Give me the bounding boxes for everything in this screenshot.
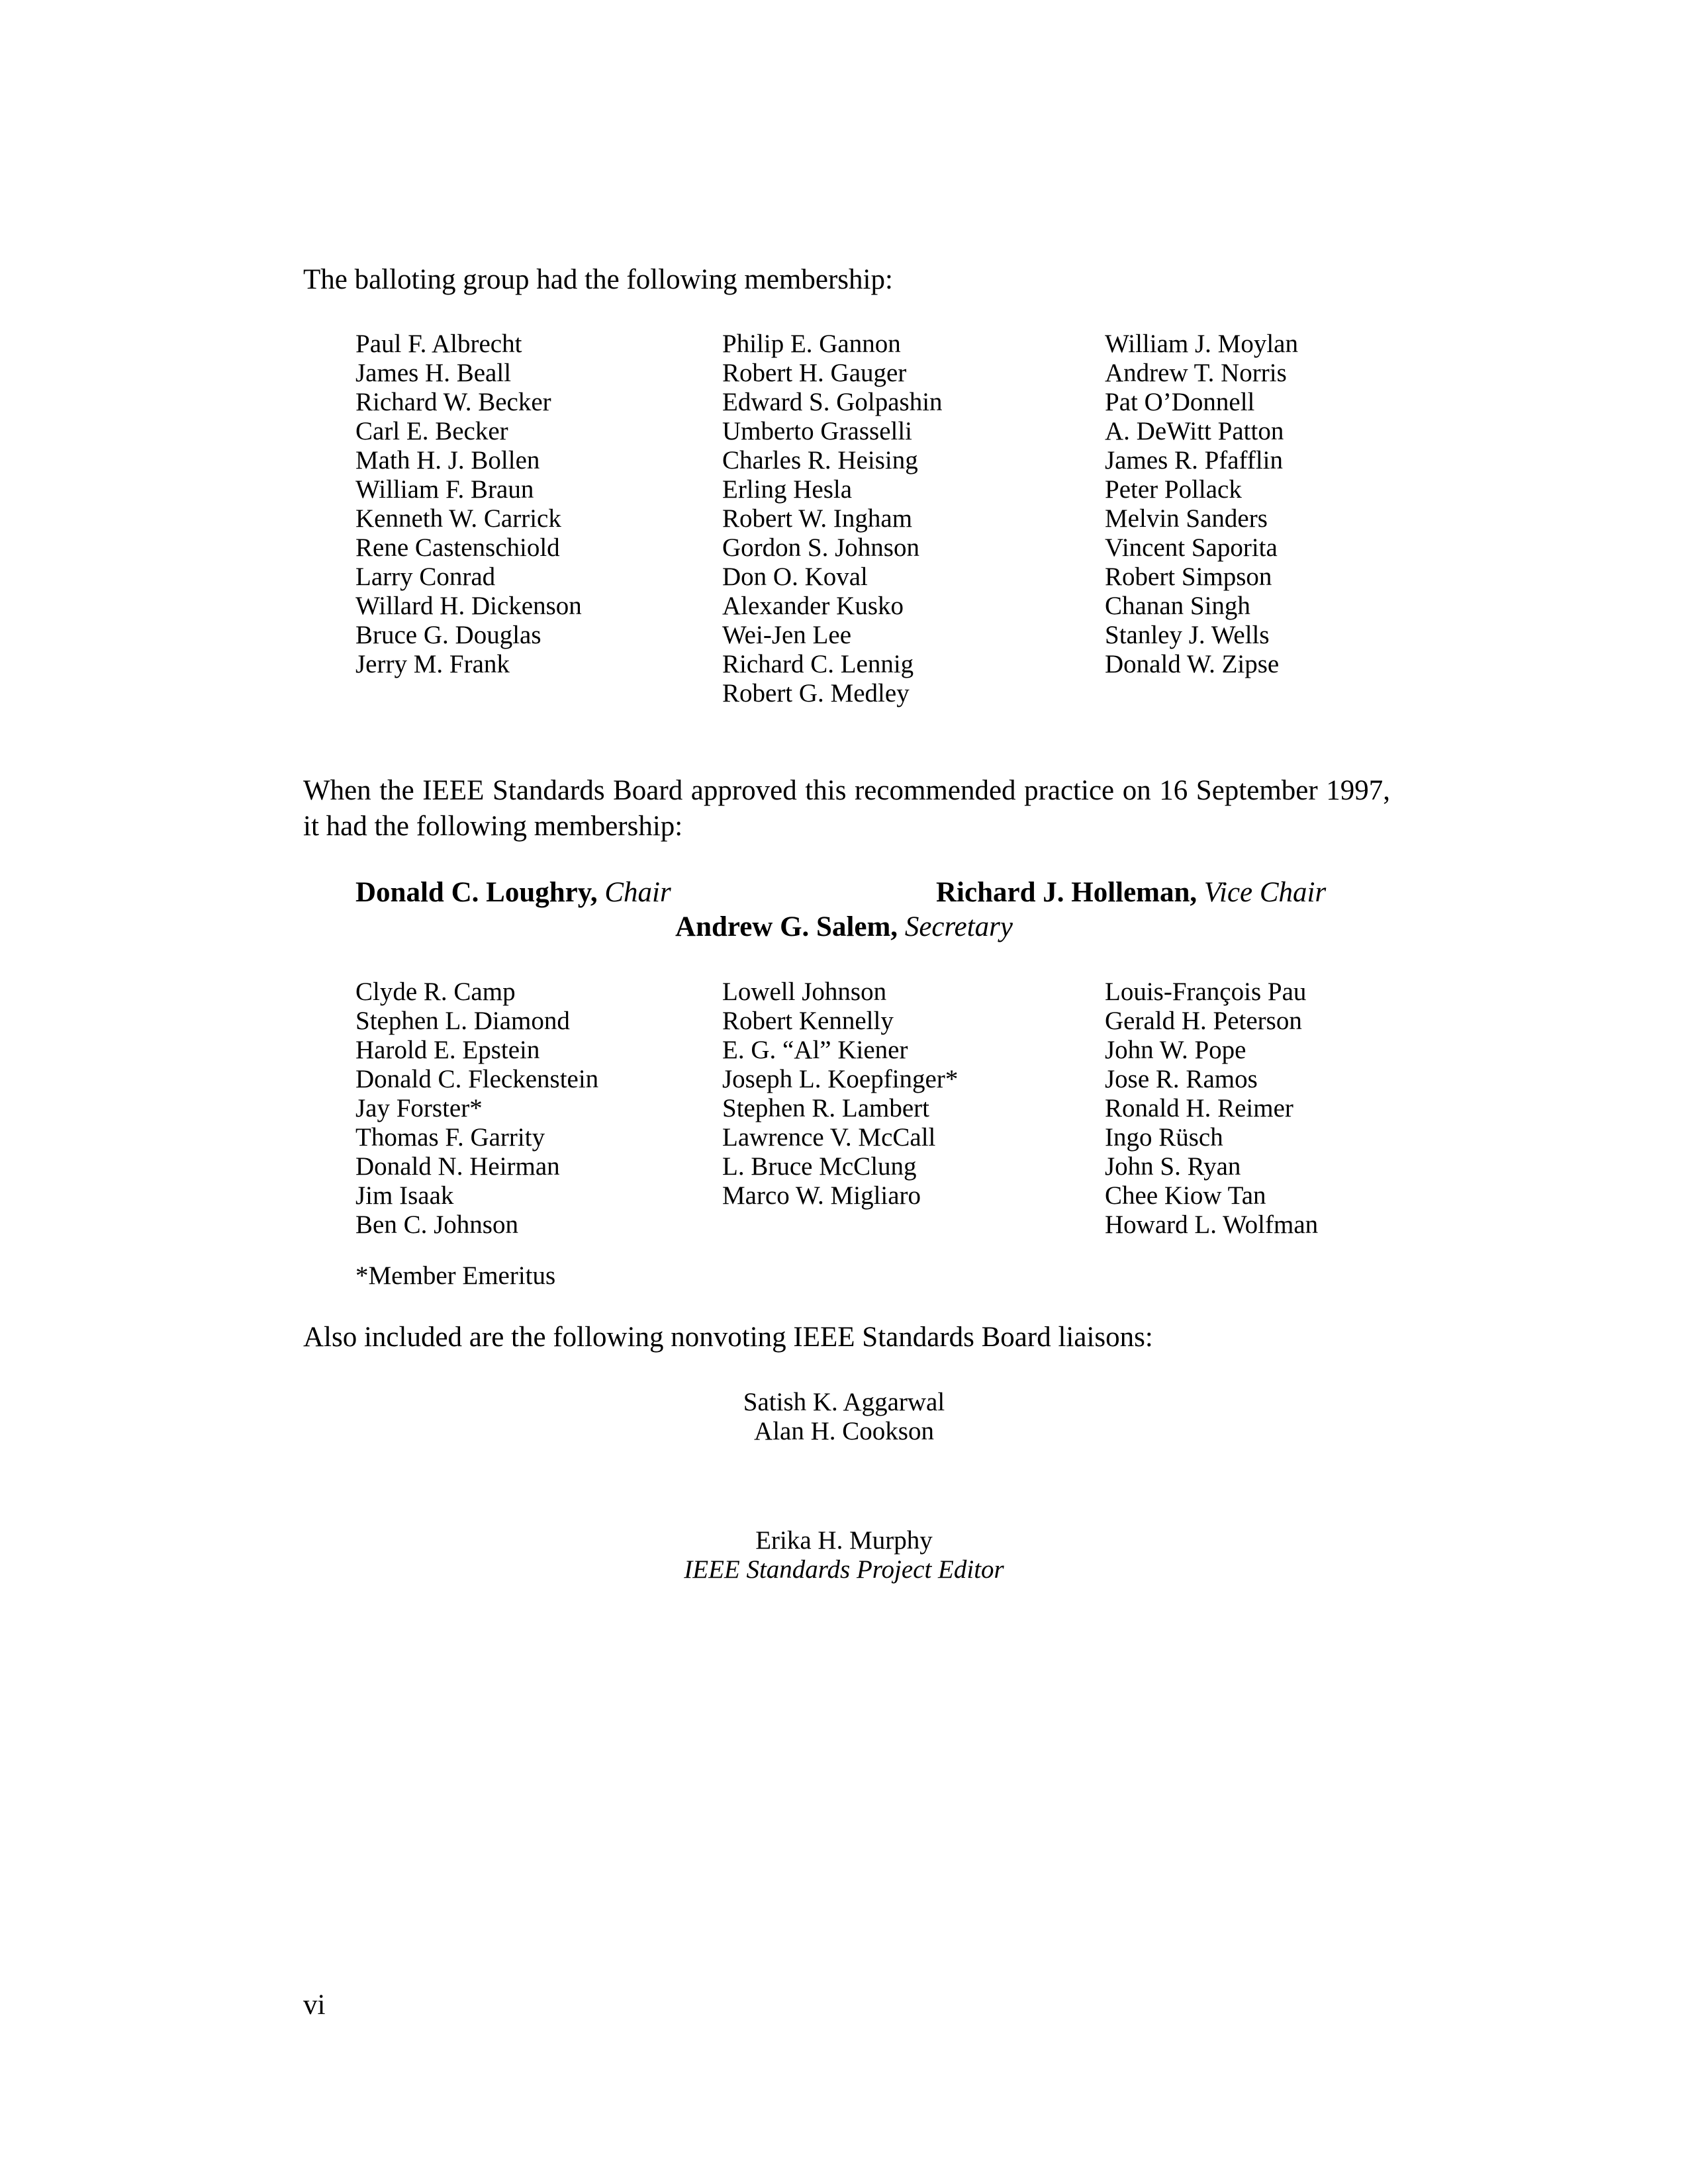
member-name: A. DeWitt Patton xyxy=(1105,417,1284,445)
member-name: Robert W. Ingham xyxy=(722,504,913,533)
vice-chair-name: Richard J. Holleman, xyxy=(936,877,1197,908)
member-name: John S. Ryan xyxy=(1105,1152,1241,1181)
member-name: Rene Castenschiold xyxy=(355,533,560,562)
member-name: Chee Kiow Tan xyxy=(1105,1181,1266,1210)
member-name: Robert Kennelly xyxy=(722,1007,894,1035)
member-name: Stephen L. Diamond xyxy=(355,1007,570,1035)
member-name: Ronald H. Reimer xyxy=(1105,1094,1293,1122)
member-name: Wei-Jen Lee xyxy=(722,621,851,649)
member-name: James H. Beall xyxy=(355,359,512,387)
member-name: Kenneth W. Carrick xyxy=(355,504,561,533)
secretary-role: Secretary xyxy=(904,911,1013,942)
member-name: Jim Isaak xyxy=(355,1181,454,1210)
member-name: John W. Pope xyxy=(1105,1036,1246,1064)
member-name: Peter Pollack xyxy=(1105,475,1242,504)
member-emeritus-note: *Member Emeritus xyxy=(355,1261,556,1290)
member-name: Charles R. Heising xyxy=(722,446,918,475)
liaisons-intro: Also included are the following nonvoting IEEE Standards Board liaisons: xyxy=(303,1322,1153,1353)
project-editor xyxy=(0,1526,1688,1584)
member-name: Carl E. Becker xyxy=(355,417,508,445)
member-name: Marco W. Migliaro xyxy=(722,1181,921,1210)
chair-name: Donald C. Loughry, xyxy=(355,877,598,908)
member-name: Thomas F. Garrity xyxy=(355,1123,545,1152)
member-name: Paul F. Albrecht xyxy=(355,330,522,358)
member-name: Lawrence V. McCall xyxy=(722,1123,936,1152)
member-name: Ben C. Johnson xyxy=(355,1210,518,1239)
member-name: Pat O’Donnell xyxy=(1105,388,1255,416)
member-name: L. Bruce McClung xyxy=(722,1152,917,1181)
member-name: Philip E. Gannon xyxy=(722,330,901,358)
member-name: Donald C. Fleckenstein xyxy=(355,1065,599,1093)
member-name: Howard L. Wolfman xyxy=(1105,1210,1319,1239)
board-column-1 xyxy=(355,978,598,1240)
member-name: Stanley J. Wells xyxy=(1105,621,1270,649)
member-name: William F. Braun xyxy=(355,475,534,504)
member-name: Willard H. Dickenson xyxy=(355,592,582,620)
project-editor-role: IEEE Standards Project Editor xyxy=(684,1555,1004,1584)
board-column-2 xyxy=(722,978,958,1210)
member-name: Richard W. Becker xyxy=(355,388,551,416)
member-name: Lowell Johnson xyxy=(722,978,887,1006)
member-name: Robert G. Medley xyxy=(722,679,910,707)
member-name: Larry Conrad xyxy=(355,563,496,591)
member-name: Louis-François Pau xyxy=(1105,978,1307,1006)
member-name: Robert Simpson xyxy=(1105,563,1272,591)
liaisons-list xyxy=(0,1388,1688,1446)
member-name: Jose R. Ramos xyxy=(1105,1065,1258,1093)
board-vice-chair xyxy=(936,875,1326,911)
member-name: William J. Moylan xyxy=(1105,330,1298,358)
member-name: Stephen R. Lambert xyxy=(722,1094,930,1122)
member-name: Gordon S. Johnson xyxy=(722,533,919,562)
member-name: E. G. “Al” Kiener xyxy=(722,1036,908,1064)
member-name: Satish K. Aggarwal xyxy=(743,1388,945,1416)
balloting-column-3 xyxy=(1105,330,1298,679)
balloting-column-2 xyxy=(722,330,943,708)
board-column-3 xyxy=(1105,978,1318,1240)
member-name: James R. Pfafflin xyxy=(1105,446,1284,475)
member-name: Alexander Kusko xyxy=(722,592,904,620)
secretary-name: Andrew G. Salem, xyxy=(675,911,898,942)
member-name: Harold E. Epstein xyxy=(355,1036,540,1064)
member-name: Donald N. Heirman xyxy=(355,1152,560,1181)
member-name: Donald W. Zipse xyxy=(1105,650,1280,678)
member-name: Don O. Koval xyxy=(722,563,868,591)
project-editor-name: Erika H. Murphy xyxy=(755,1526,933,1555)
page-number: vi xyxy=(303,1989,326,2021)
member-name: Clyde R. Camp xyxy=(355,978,516,1006)
board-chair xyxy=(355,875,671,911)
member-name: Robert H. Gauger xyxy=(722,359,907,387)
member-name: Ingo Rüsch xyxy=(1105,1123,1223,1152)
member-name: Chanan Singh xyxy=(1105,592,1250,620)
member-name: Gerald H. Peterson xyxy=(1105,1007,1302,1035)
chair-role: Chair xyxy=(604,877,671,908)
member-name: Edward S. Golpashin xyxy=(722,388,943,416)
member-name: Math H. J. Bollen xyxy=(355,446,540,475)
member-name: Umberto Grasselli xyxy=(722,417,913,445)
member-name: Joseph L. Koepfinger* xyxy=(722,1065,959,1093)
member-name: Richard C. Lennig xyxy=(722,650,914,678)
member-name: Melvin Sanders xyxy=(1105,504,1268,533)
board-secretary xyxy=(0,909,1688,945)
member-name: Bruce G. Douglas xyxy=(355,621,541,649)
member-name: Erling Hesla xyxy=(722,475,853,504)
member-name: Andrew T. Norris xyxy=(1105,359,1287,387)
member-name: Jay Forster* xyxy=(355,1094,483,1122)
member-name: Alan H. Cookson xyxy=(754,1417,934,1445)
member-name: Jerry M. Frank xyxy=(355,650,510,678)
vice-chair-role: Vice Chair xyxy=(1203,877,1327,908)
member-name: Vincent Saporita xyxy=(1105,533,1278,562)
balloting-intro: The balloting group had the following membership: xyxy=(303,264,893,295)
balloting-column-1 xyxy=(355,330,582,679)
board-intro: When the IEEE Standards Board approved this recommended practice on 16 September 1997, it had the following membership: xyxy=(303,775,1390,842)
